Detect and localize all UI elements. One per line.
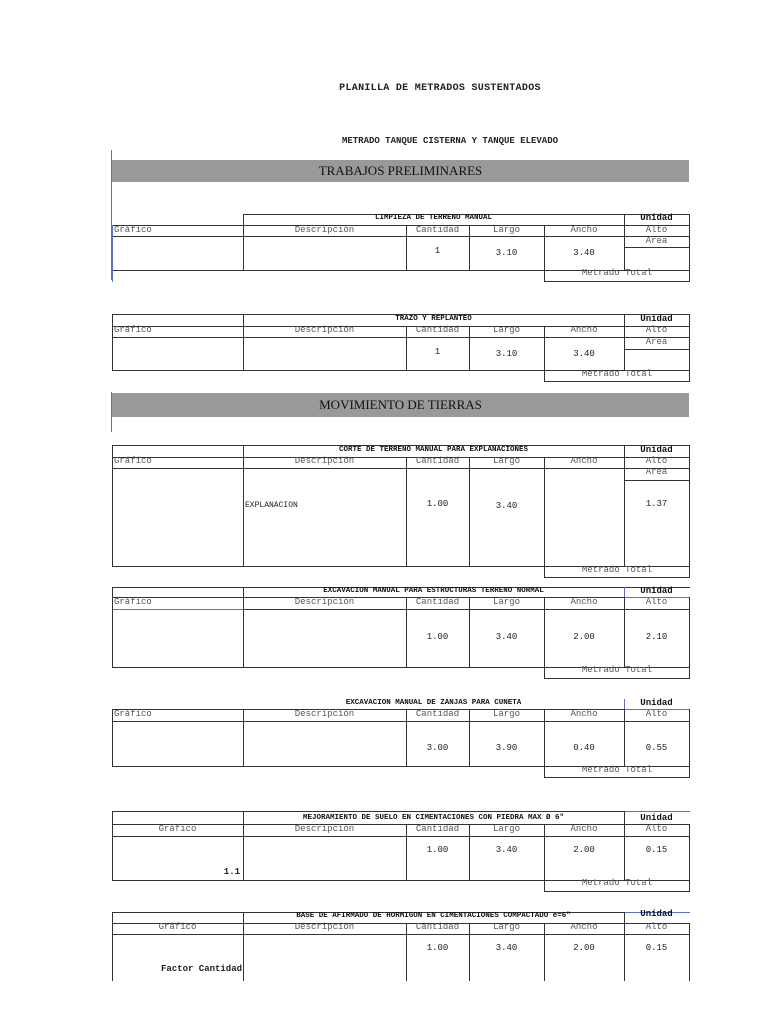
alto-value: 1.37: [645, 499, 668, 509]
col-descripcion: Descripción: [294, 325, 355, 335]
table-excavacion-estructuras: [112, 587, 690, 682]
unit-header: Unidad: [640, 586, 673, 596]
cantidad-value: 1.00: [426, 632, 449, 642]
col-area: Area: [645, 337, 668, 347]
col-ancho: Ancho: [570, 225, 598, 235]
unit-header: Unidad: [640, 213, 673, 223]
col-alto: Alto: [645, 824, 668, 834]
col-grafico: Gráfico: [158, 824, 197, 834]
table-title: CORTE DE TERRENO MANUAL PARA EXPLANACIONES: [338, 446, 529, 454]
col-cantidad: Cantidad: [415, 922, 460, 932]
col-largo: Largo: [492, 709, 520, 719]
col-area: Area: [645, 236, 668, 246]
unit-header: Unidad: [640, 909, 673, 919]
col-descripcion: Descripción: [294, 225, 355, 235]
col-grafico: Gráfico: [114, 225, 152, 235]
cantidad-value: 1: [434, 246, 441, 256]
section-band-trabajos-preliminares: TRABAJOS PRELIMINARES: [112, 160, 689, 182]
col-ancho: Ancho: [570, 325, 598, 335]
col-descripcion: Descripción: [294, 709, 355, 719]
table-trazo: [112, 314, 690, 384]
metrado-total-label: Metrado Total: [581, 878, 653, 888]
col-largo: Largo: [492, 325, 520, 335]
col-ancho: Ancho: [570, 709, 598, 719]
col-grafico: Gráfico: [114, 597, 152, 607]
cantidad-value: 1.00: [426, 943, 449, 953]
table-title: EXCAVACION MANUAL PARA ESTRUCTURAS TERRENO NORMAL: [323, 587, 544, 595]
table-title: TRAZO Y REPLANTEO: [395, 315, 472, 323]
ancho-value: 0.40: [573, 743, 595, 753]
col-largo: Largo: [492, 225, 520, 235]
col-largo: Largo: [492, 922, 520, 932]
col-cantidad: Cantidad: [415, 225, 460, 235]
alto-value: 0.15: [645, 943, 668, 953]
col-descripcion: Descripción: [294, 824, 355, 834]
largo-value: 3.40: [495, 501, 518, 511]
cantidad-value: 1: [434, 347, 441, 357]
ancho-value: 2.00: [573, 943, 595, 953]
table-title: MEJORAMIENTO DE SUELO EN CIMENTACIONES CON PIEDRA MAX Ø 6": [302, 814, 565, 822]
col-alto: Alto: [645, 225, 668, 235]
table-excavacion-zanjas: [112, 699, 690, 781]
col-descripcion: Descripción: [294, 597, 355, 607]
table-limpieza: [112, 214, 690, 284]
ancho-value: 2.00: [573, 632, 595, 642]
unit-header: Unidad: [640, 445, 673, 455]
col-ancho: Ancho: [570, 597, 598, 607]
largo-value: 3.10: [495, 349, 518, 359]
largo-value: 3.40: [495, 845, 518, 855]
table-corte: [112, 445, 690, 580]
col-descripcion: Descripción: [294, 922, 355, 932]
table-mejoramiento: [112, 811, 690, 895]
ancho-value: 3.40: [573, 248, 595, 258]
cantidad-value: 1.00: [426, 845, 449, 855]
col-area: Area: [645, 467, 668, 477]
col-ancho: Ancho: [570, 922, 598, 932]
document-subtitle: METRADO TANQUE CISTERNA Y TANQUE ELEVADO: [341, 136, 559, 146]
largo-value: 3.90: [495, 743, 518, 753]
largo-value: 3.40: [495, 943, 518, 953]
section-band-movimiento-de-tierras: MOVIMIENTO DE TIERRAS: [112, 393, 689, 417]
grafico-value: 1.1: [223, 867, 240, 877]
col-descripcion: Descripción: [294, 456, 355, 466]
table-title: BASE DE AFIRMADO DE HORMIGON EN CIMENTACIONES COMPACTADO e=6": [296, 912, 571, 920]
cantidad-value: 3.00: [426, 743, 449, 753]
descripcion-value: EXPLANACION: [245, 501, 298, 510]
cantidad-value: 1.00: [426, 499, 449, 509]
metrado-total-label: Metrado Total: [581, 268, 653, 278]
col-alto: Alto: [645, 922, 668, 932]
table-left-border: [112, 225, 113, 282]
col-cantidad: Cantidad: [415, 325, 460, 335]
col-grafico: Gráfico: [114, 456, 152, 466]
col-cantidad: Cantidad: [415, 824, 460, 834]
col-largo: Largo: [492, 824, 520, 834]
grafico-value: Factor Cantidad: [160, 964, 242, 974]
col-ancho: Ancho: [570, 824, 598, 834]
col-alto: Alto: [645, 597, 668, 607]
ancho-value: 3.40: [573, 349, 595, 359]
col-cantidad: Cantidad: [415, 709, 460, 719]
document-title: PLANILLA DE METRADOS SUSTENTADOS: [339, 83, 541, 94]
unit-header: Unidad: [640, 813, 673, 823]
col-alto: Alto: [645, 709, 668, 719]
metrado-total-label: Metrado Total: [581, 369, 653, 379]
unit-header: Unidad: [640, 698, 673, 708]
ancho-value: 2.00: [573, 845, 595, 855]
col-grafico: Gráfico: [114, 709, 152, 719]
alto-value: 0.55: [645, 743, 668, 753]
col-alto: Alto: [645, 325, 668, 335]
metrado-total-label: Metrado Total: [581, 765, 653, 775]
table-title: EXCAVACION MANUAL DE ZANJAS PARA CUNETA: [345, 699, 522, 707]
metrado-total-label: Metrado Total: [581, 565, 653, 575]
col-grafico: Gráfico: [114, 325, 152, 335]
table-base-afirmado: [112, 911, 690, 981]
unit-header: Unidad: [640, 314, 673, 324]
col-grafico: Gráfico: [158, 922, 197, 932]
table-title: LIMPIEZA DE TERRENO MANUAL: [374, 214, 493, 222]
alto-value: 2.10: [645, 632, 668, 642]
col-ancho: Ancho: [570, 456, 598, 466]
col-largo: Largo: [492, 456, 520, 466]
largo-value: 3.10: [495, 248, 518, 258]
col-cantidad: Cantidad: [415, 597, 460, 607]
col-largo: Largo: [492, 597, 520, 607]
col-cantidad: Cantidad: [415, 456, 460, 466]
metrado-total-label: Metrado Total: [581, 665, 653, 675]
alto-value: 0.15: [645, 845, 668, 855]
largo-value: 3.40: [495, 632, 518, 642]
col-alto: Alto: [645, 456, 668, 466]
